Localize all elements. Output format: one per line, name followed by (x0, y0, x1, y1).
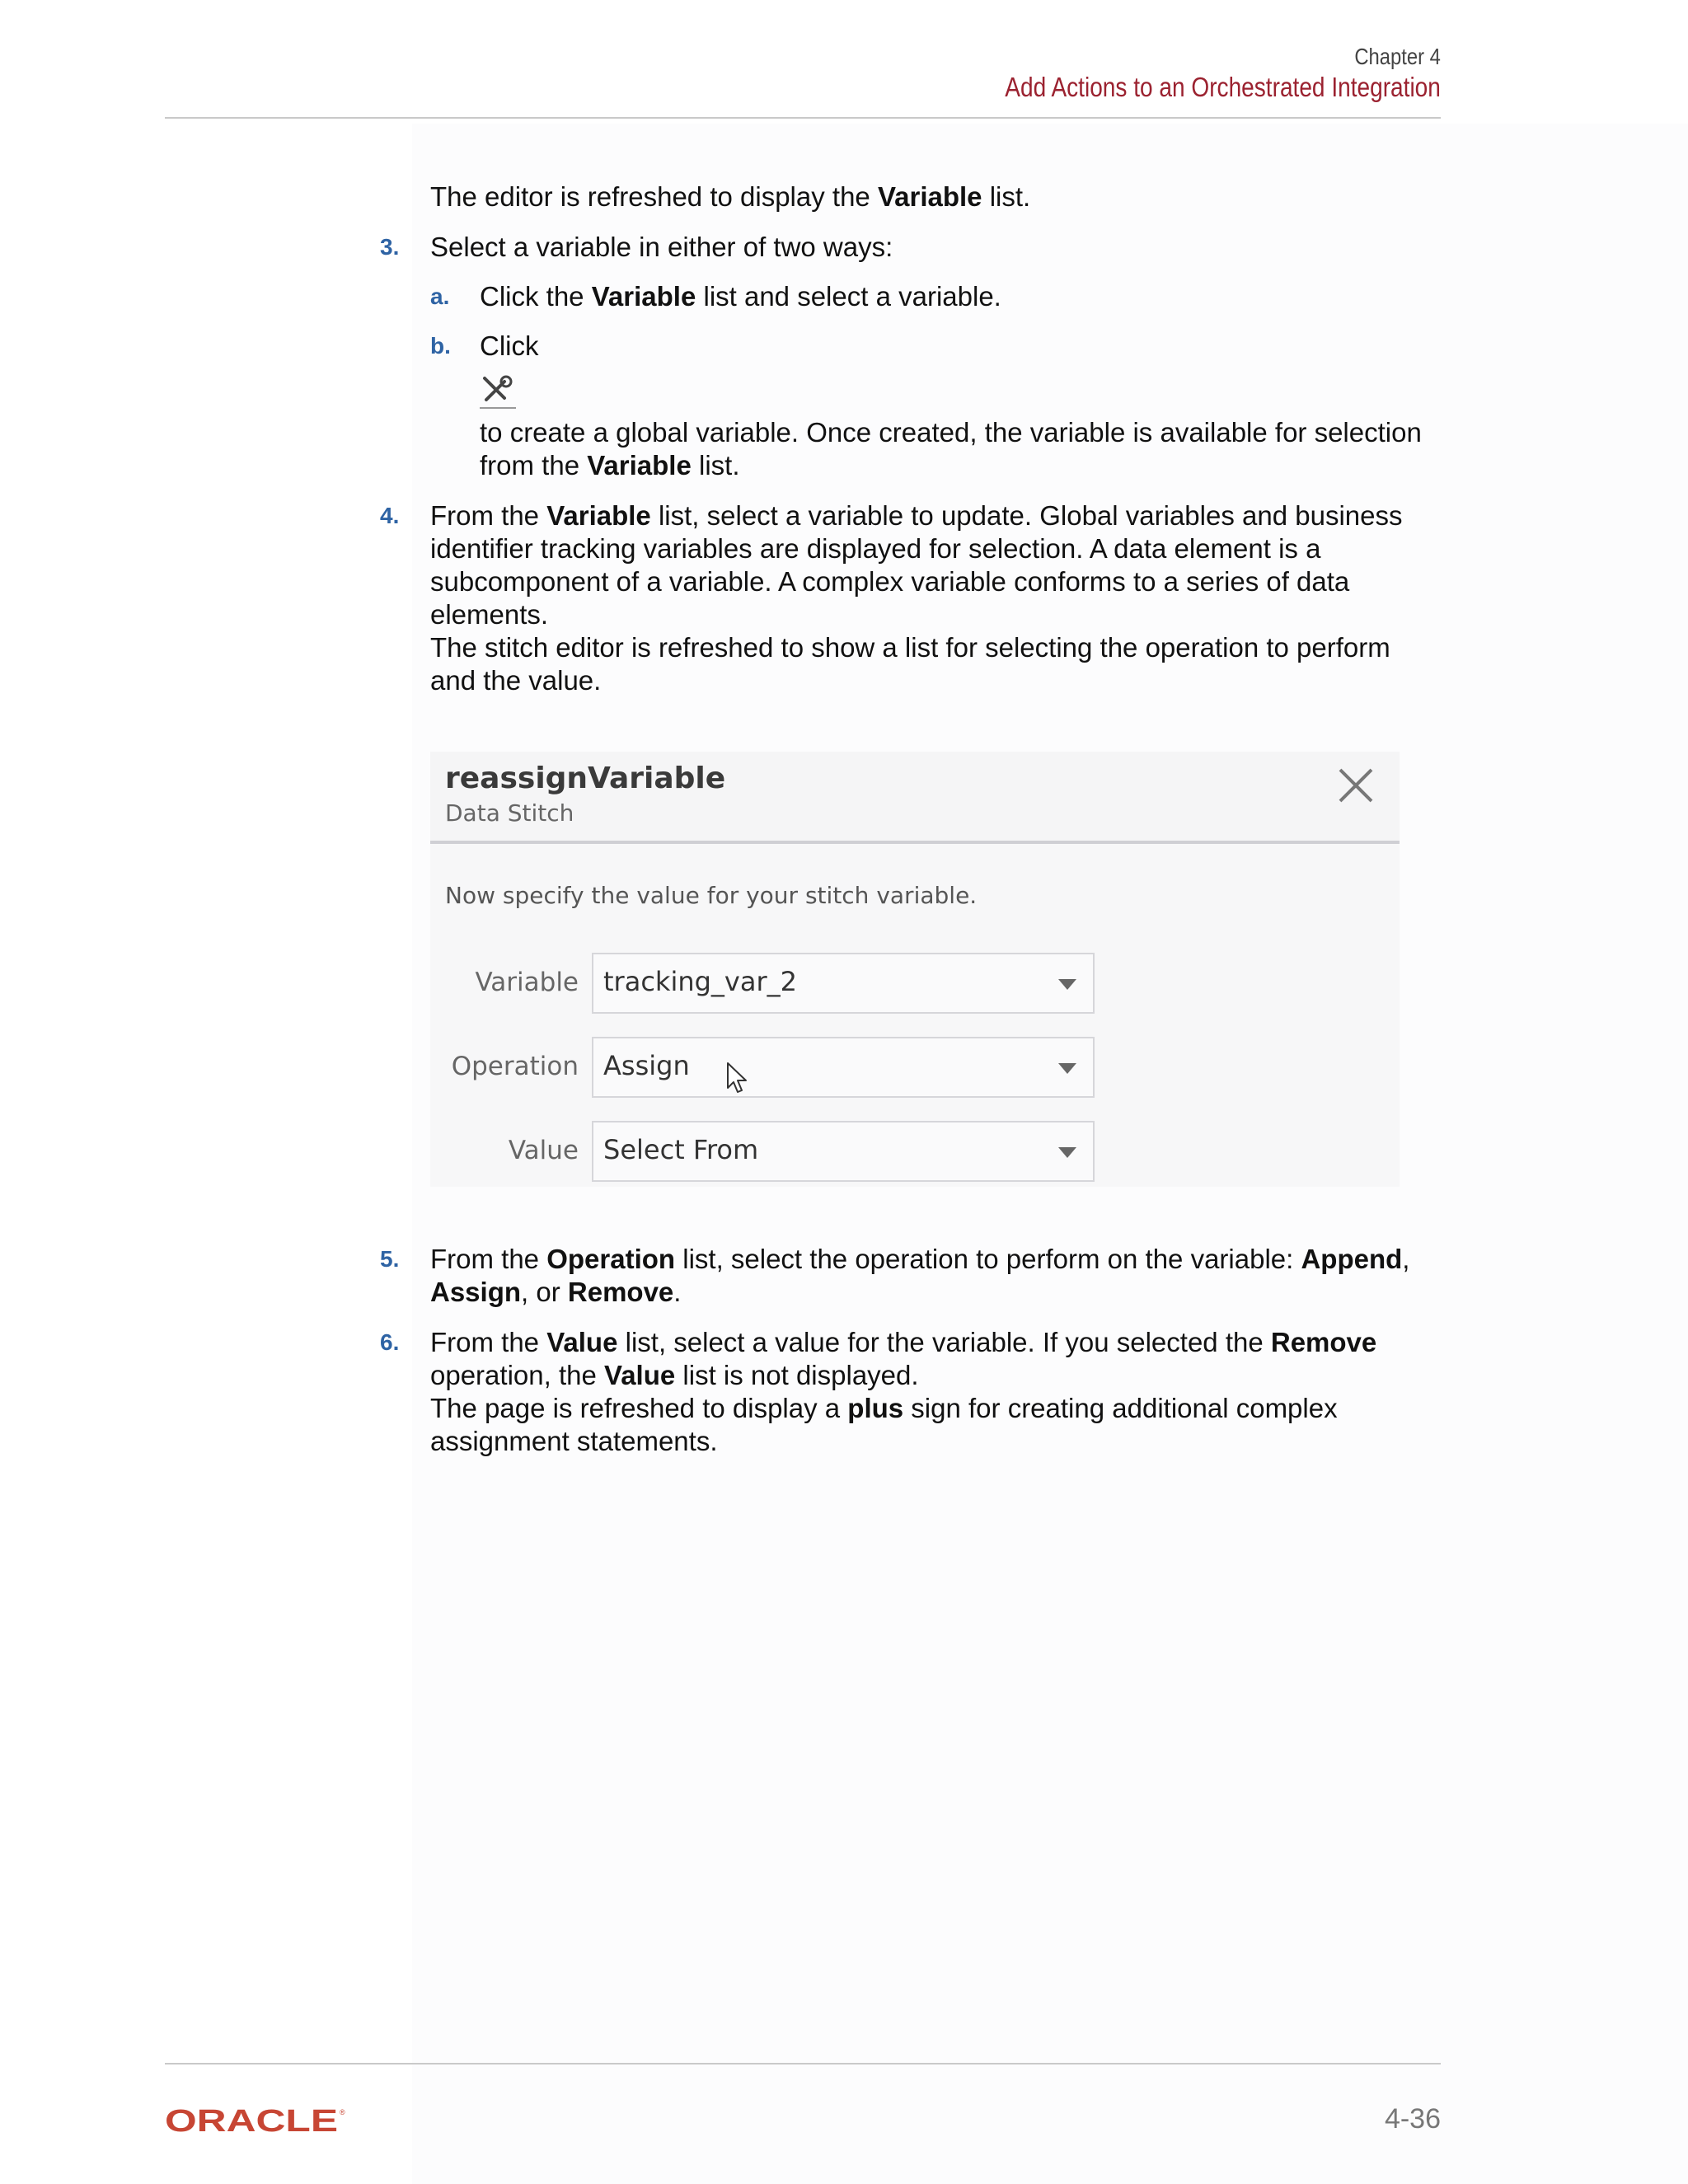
dialog-separator (430, 841, 1400, 844)
oracle-logo (165, 2107, 346, 2135)
step-4-line1 (430, 499, 1403, 532)
step-3a-letter: a. (430, 284, 450, 309)
step-4-line5: The stitch editor is refreshed to show a list for selecting the operation to perform (430, 632, 1390, 663)
step-3b-line2-pre: from the (480, 450, 588, 480)
step-5-l2-mid: , or (521, 1277, 568, 1307)
step-6-l2-post: list is not displayed. (675, 1360, 919, 1390)
variable-label: Variable (475, 968, 579, 997)
step-3b-line2-post: list. (691, 450, 740, 480)
step-3b-line2-bold: Variable (587, 450, 692, 480)
step-3b-click: Click (480, 330, 539, 361)
step-4-line1-post: list, select a variable to update. Global variables and business (650, 500, 1403, 531)
step-5-l1-mid: list, select the operation to perform on the variable: (675, 1244, 1301, 1274)
intro-text: The editor is refreshed to display the (430, 181, 878, 212)
intro-text-end: list. (982, 181, 1031, 212)
step-3a-text (480, 280, 1001, 313)
step-6-l1-pre: From the (430, 1327, 547, 1357)
step-3-number: 3. (380, 234, 400, 260)
value-select-value: Select From (603, 1134, 759, 1165)
step-3b-line2 (480, 449, 739, 482)
running-header (928, 43, 1441, 104)
footer-rule (165, 2063, 1441, 2064)
step-6-number: 6. (380, 1329, 400, 1355)
step-3a-bold: Variable (591, 281, 696, 312)
dialog-title: reassignVariable (445, 762, 726, 795)
dialog-subtitle: Data Stitch (445, 799, 574, 827)
step-5-line1 (430, 1243, 1409, 1276)
step-6-l3-post: sign for creating additional complex (903, 1393, 1338, 1423)
step-5-l2-post: . (673, 1277, 682, 1307)
step-3b-letter: b. (430, 333, 451, 359)
value-select[interactable] (592, 1121, 1095, 1182)
variable-select[interactable] (592, 953, 1095, 1014)
chapter-title: Add Actions to an Orchestrated Integration (1005, 72, 1441, 102)
operation-select[interactable] (592, 1037, 1095, 1098)
reassign-variable-dialog (430, 752, 1400, 1187)
intro-bold: Variable (877, 181, 982, 212)
step-6-line4: assignment statements. (430, 1426, 718, 1456)
chevron-down-icon (1058, 1147, 1076, 1158)
mouse-pointer-icon (725, 1062, 750, 1096)
intro-paragraph (430, 180, 1030, 213)
step-4-number: 4. (380, 503, 400, 528)
close-icon[interactable] (1335, 765, 1376, 806)
create-variable-tools-icon (480, 373, 516, 410)
step-6-l1-bold2: Remove (1270, 1327, 1377, 1357)
step-3b-line1: to create a global variable. Once created, the variable is available for selection (480, 417, 1422, 448)
chapter-label: Chapter 4 (1354, 44, 1441, 69)
step-5-line2 (430, 1276, 681, 1309)
step-6-l1-bold1: Value (546, 1327, 618, 1357)
step-3a-pre: Click the (480, 281, 592, 312)
step-6-line1 (430, 1326, 1376, 1359)
step-6-l3-bold: plus (847, 1393, 904, 1423)
chevron-down-icon (1058, 1063, 1076, 1074)
step-5-l1-pre: From the (430, 1244, 547, 1274)
step-5-l1-bold1: Operation (546, 1244, 676, 1274)
step-4-line3: subcomponent of a variable. A complex variable conforms to a series of data (430, 566, 1350, 597)
step-3-text: Select a variable in either of two ways: (430, 232, 893, 262)
step-5-l1-bold2: Append (1301, 1244, 1403, 1274)
operation-label: Operation (451, 1052, 579, 1081)
step-5-l1-post: , (1402, 1244, 1410, 1274)
step-5-l2-bold2: Remove (567, 1277, 674, 1307)
step-6-line3 (430, 1392, 1338, 1425)
dialog-prompt: Now specify the value for your stitch variable. (445, 882, 978, 909)
step-4-line6: and the value. (430, 665, 602, 696)
header-rule (165, 117, 1441, 119)
step-6-l2-pre: operation, the (430, 1360, 604, 1390)
svg-text:®: ® (340, 2108, 345, 2116)
variable-select-value: tracking_var_2 (603, 966, 797, 997)
page-number: 4-36 (1384, 2103, 1441, 2135)
step-6-l3-pre: The page is refreshed to display a (430, 1393, 848, 1423)
step-5-l2-bold1: Assign (430, 1277, 522, 1307)
operation-select-value: Assign (603, 1050, 690, 1081)
chevron-down-icon (1058, 979, 1076, 990)
step-5-number: 5. (380, 1246, 400, 1272)
step-6-line2 (430, 1359, 919, 1392)
step-4-line2: identifier tracking variables are displayed for selection. A data element is a (430, 533, 1321, 564)
oracle-logo-text: ORACLE (165, 2107, 338, 2135)
step-4-line1-pre: From the (430, 500, 547, 531)
value-label: Value (508, 1136, 579, 1165)
step-6-l2-bold: Value (604, 1360, 676, 1390)
step-4-line4: elements. (430, 599, 549, 630)
step-4-line1-bold: Variable (546, 500, 651, 531)
step-3a-post: list and select a variable. (696, 281, 1001, 312)
step-6-l1-mid: list, select a value for the variable. If you selected the (617, 1327, 1271, 1357)
